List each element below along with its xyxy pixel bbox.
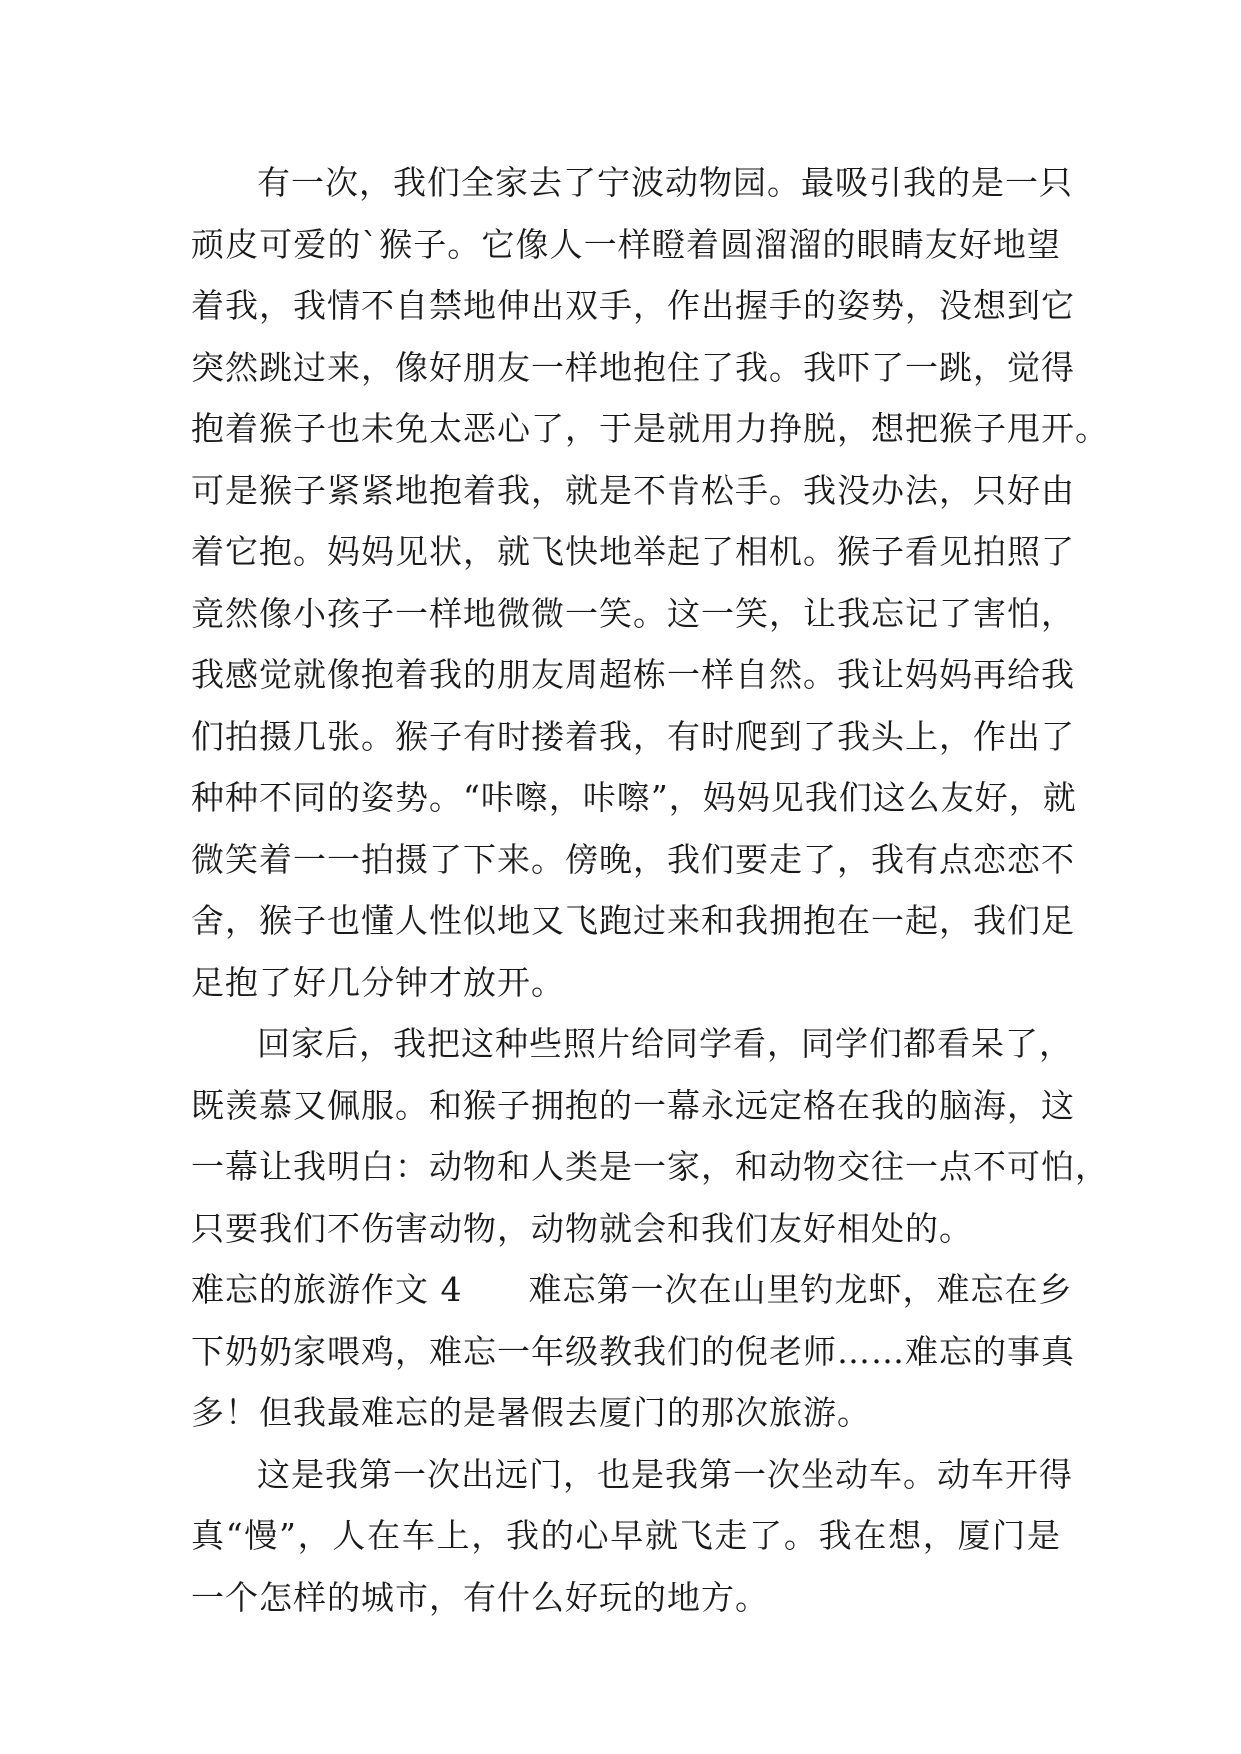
paragraph-line: 舍，猴子也懂人性似地又飞跑过来和我拥抱在一起，我们足 — [191, 901, 1075, 940]
paragraph-line: 着我，我情不自禁地伸出双手，作出握手的姿势，没想到它 — [191, 286, 1075, 325]
paragraph-line: 下奶奶家喂鸡，难忘一年级教我们的倪老师……难忘的事真 — [191, 1331, 1075, 1371]
paragraph-line: 微笑着一一拍摄了下来。傍晚，我们要走了，我有点恋恋不 — [191, 839, 1075, 879]
essay-body — [191, 152, 1109, 1628]
paragraph-line: 足抱了好几分钟才放开。 — [191, 962, 565, 1002]
paragraph-line: 们拍摄几张。猴子有时搂着我，有时爬到了我头上，作出了 — [191, 716, 1075, 756]
paragraph-line: 我感觉就像抱着我的朋友周超栋一样自然。我让妈妈再给我 — [191, 655, 1075, 694]
paragraph-line: 既羡慕又佩服。和猴子拥抱的一幕永远定格在我的脑海，这 — [191, 1085, 1075, 1125]
paragraph-line: 多！但我最难忘的是暑假去厦门的那次旅游。 — [191, 1393, 871, 1432]
paragraph-line: 一幕让我明白：动物和人类是一家，和动物交往一点不可怕， — [191, 1147, 1109, 1186]
paragraph-line: 着它抱。妈妈见状，就飞快地举起了相机。猴子看见拍照了 — [191, 532, 1075, 571]
paragraph-line: 种种不同的姿势。“咔嚓，咔嚓”，妈妈见我们这么友好，就 — [191, 778, 1077, 817]
paragraph-line: 竟然像小孩子一样地微微一笑。这一笑，让我忘记了害怕， — [191, 593, 1075, 633]
paragraph-line: 顽皮可爱的`猴子。它像人一样瞪着圆溜溜的眼睛友好地望 — [191, 224, 1061, 264]
paragraph-line: 抱着猴子也未免太恶心了，于是就用力挣脱，想把猴子甩开。 — [191, 409, 1109, 448]
paragraph-line: 一个怎样的城市，有什么好玩的地方。 — [191, 1577, 769, 1617]
paragraph-line: 有一次，我们全家去了宁波动物园。最吸引我的是一只 — [257, 163, 1073, 202]
section-title: 难忘的旅游作文 4 — [191, 1270, 463, 1309]
paragraph-line: 只要我们不伤害动物，动物就会和我们友好相处的。 — [191, 1208, 973, 1248]
section-heading-line — [191, 1259, 1073, 1321]
paragraph-line: 突然跳过来，像好朋友一样地抱住了我。我吓了一跳，觉得 — [191, 347, 1075, 387]
paragraph-line: 回家后，我把这种些照片给同学看，同学们都看呆了， — [257, 1024, 1073, 1063]
paragraph-line: 难忘第一次在山里钓龙虾，难忘在乡 — [528, 1270, 1073, 1309]
paragraph-line: 可是猴子紧紧地抱着我，就是不肯松手。我没办法，只好由 — [191, 470, 1075, 510]
paragraph-line: 这是我第一次出远门，也是我第一次坐动车。动车开得 — [257, 1454, 1073, 1494]
paragraph-line: 真“慢”，人在车上，我的心早就飞走了。我在想，厦门是 — [191, 1516, 1061, 1555]
